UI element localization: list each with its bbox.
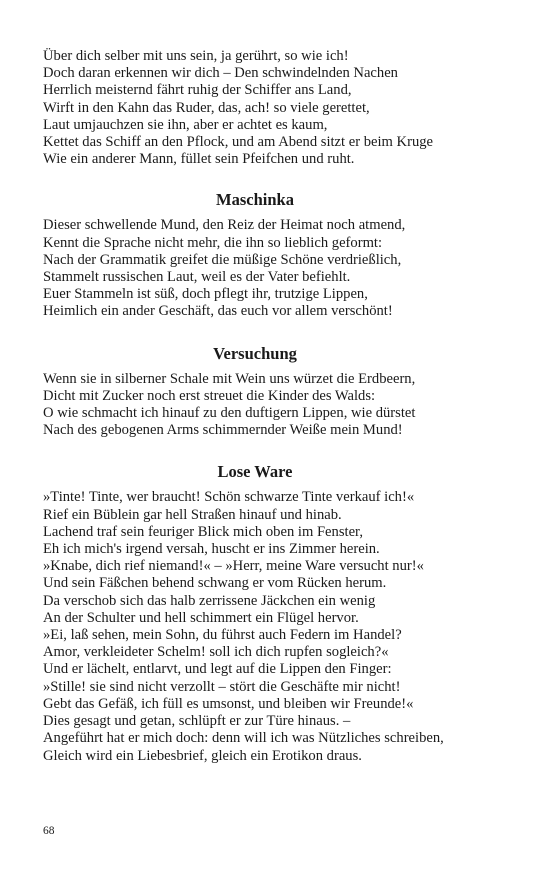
poem-fragment: [43, 48, 513, 168]
poem-line: Angeführt hat er mich doch: denn will ich was Nützliches schreiben,: [43, 730, 444, 747]
poem-lose-ware: [43, 489, 513, 764]
poem-line: »Knabe, dich rief niemand!« – »Herr, meine Ware versucht nur!«: [43, 558, 424, 575]
poem-line: Laut umjauchzen sie ihn, aber er achtet es kaum,: [43, 116, 328, 133]
poem-maschinka: [43, 217, 513, 320]
poem-versuchung: [43, 371, 513, 440]
poem-line: Wie ein anderer Mann, füllet sein Pfeifchen und ruht.: [43, 151, 355, 168]
poem-line: Amor, verkleideter Schelm! soll ich dich rupfen sogleich?«: [43, 644, 389, 661]
poem-line: Stammelt russischen Laut, weil es der Vater befiehlt.: [43, 269, 351, 286]
poem-line: Nach des gebogenen Arms schimmernder Weiße mein Mund!: [43, 422, 403, 439]
poem-line: An der Schulter und hell schimmert ein Flügel hervor.: [43, 609, 359, 626]
poem-line: Euer Stammeln ist süß, doch pflegt ihr, trutzige Lippen,: [43, 286, 368, 303]
poem-line: Eh ich mich's irgend versah, huscht er ins Zimmer herein.: [43, 541, 380, 558]
poem-line: Wenn sie in silberner Schale mit Wein uns würzet die Erdbeern,: [43, 370, 416, 387]
poem-line: Über dich selber mit uns sein, ja gerührt, so wie ich!: [43, 48, 349, 64]
poem-title: Maschinka: [216, 190, 294, 210]
poem-line: Kettet das Schiff an den Pflock, und am Abend sitzt er beim Kruge: [43, 134, 434, 151]
poem-line: Und sein Fäßchen behend schwang er vom Rücken herum.: [43, 575, 387, 592]
poem-line: Kennt die Sprache nicht mehr, die ihn so lieblich geformt:: [43, 234, 383, 251]
poem-line: Heimlich ein ander Geschäft, das euch vor allem verschönt!: [43, 303, 393, 320]
poem-line: »Stille! sie sind nicht verzollt – stört die Geschäfte mir nicht!: [43, 678, 401, 695]
poem-title: Lose Ware: [217, 462, 293, 482]
poem-line: Dicht mit Zucker noch erst streuet die Kinder des Walds:: [43, 387, 376, 404]
poem-line: Doch daran erkennen wir dich – Den schwindelnden Nachen: [43, 65, 398, 82]
book-page: [43, 48, 513, 765]
poem-line: Dieser schwellende Mund, den Reiz der Heimat noch atmend,: [43, 217, 406, 234]
page-number: 68: [43, 825, 55, 837]
poem-line: Dies gesagt und getan, schlüpft er zur Türe hinaus. –: [43, 713, 351, 730]
poem-line: Wirft in den Kahn das Ruder, das, ach! so viele gerettet,: [43, 99, 370, 116]
poem-line: Herrlich meisternd fährt ruhig der Schiffer ans Land,: [43, 82, 352, 99]
poem-line: Rief ein Büblein gar hell Straßen hinauf und hinab.: [43, 506, 342, 523]
poem-line: Da verschob sich das halb zerrissene Jäckchen ein wenig: [43, 592, 376, 609]
poem-line: O wie schmacht ich hinauf zu den duftigern Lippen, wie dürstet: [43, 405, 416, 422]
poem-line: Nach der Grammatik greifet die müßige Schöne verdrießlich,: [43, 251, 402, 268]
poem-line: Gebt das Gefäß, ich füll es umsonst, und bleiben wir Freunde!«: [43, 695, 414, 712]
poem-title: Versuchung: [213, 343, 297, 363]
poem-line: Gleich wird ein Liebesbrief, gleich ein Erotikon draus.: [43, 747, 362, 764]
poem-line: »Ei, laß sehen, mein Sohn, du führst auch Federn im Handel?: [43, 627, 402, 644]
poem-line: Und er lächelt, entlarvt, und legt auf die Lippen den Finger:: [43, 661, 392, 678]
poem-line: Lachend traf sein feuriger Blick mich oben im Fenster,: [43, 523, 363, 540]
poem-line: »Tinte! Tinte, wer braucht! Schön schwarze Tinte verkauf ich!«: [43, 489, 415, 506]
